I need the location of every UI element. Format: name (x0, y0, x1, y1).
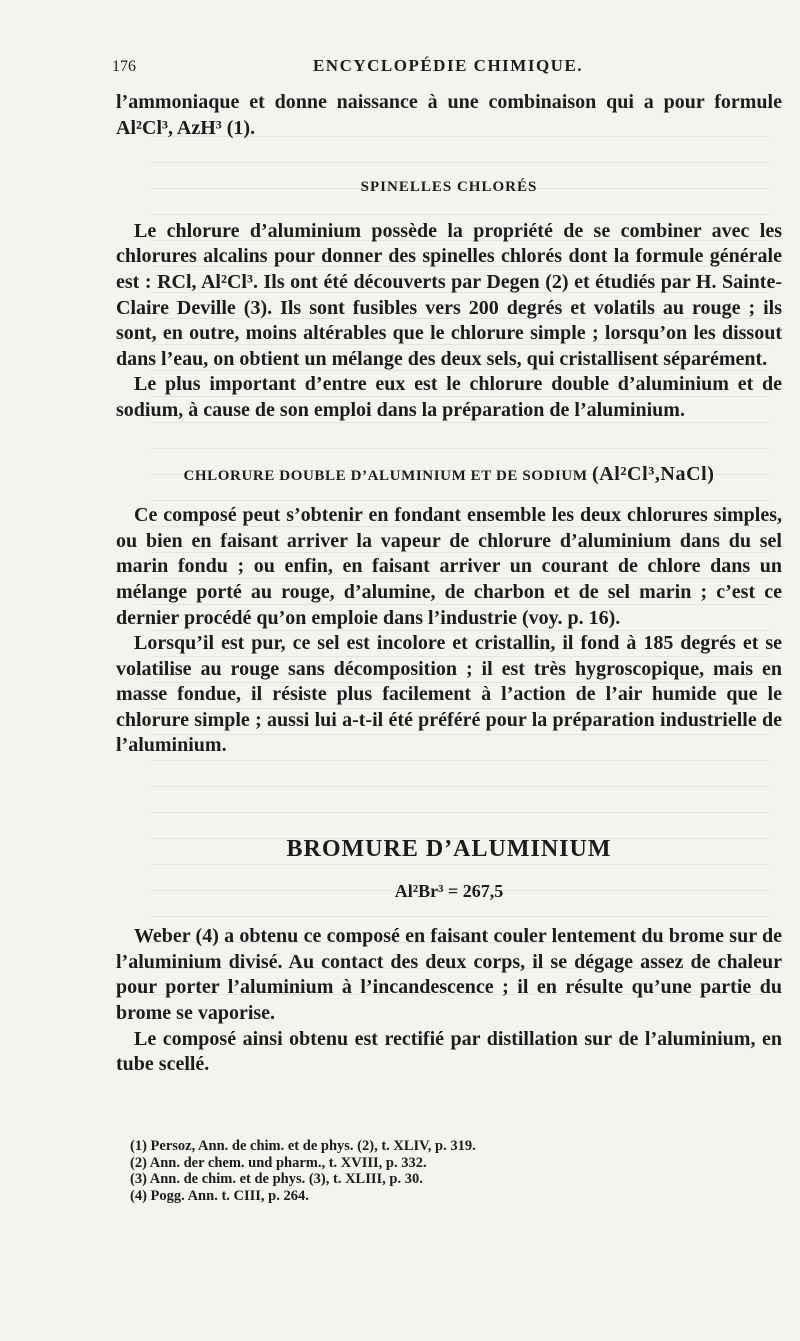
heading-spinelles: SPINELLES CHLORÉS (360, 179, 538, 196)
heading-chlorure-double (116, 462, 782, 490)
paragraph-5: Lorsqu’il est pur, ce sel est incolore et cristallin, il fond à 185 degrés et se volatilise au rouge sans décomposition ; il est très hygroscopique, mais en masse fondue, il résiste plus facilement à l’action de l’air humide que le chlorure simple ; aussi lui a-t-il été préféré pour la préparation industrielle de l’aluminium. (116, 632, 782, 757)
page-number: 176 (112, 58, 136, 75)
footnote-2: (2) Ann. der chem. und pharm., t. XVIII, p. 332. (130, 1154, 427, 1171)
formula-bromure: Al²Br³ = 267,5 (394, 880, 504, 901)
paragraph-6: Weber (4) a obtenu ce composé en faisant couler lentement du brome sur de l’aluminium divisé. Au contact des deux corps, il se dégage assez de chaleur pour porter l’aluminium à l’incandescence ; il en résulte qu’une partie du brome se vaporise. (116, 925, 782, 1025)
heading-chlorure-double-formula: (Al²Cl³,NaCl) (591, 462, 715, 485)
footnote-4: (4) Pogg. Ann. t. CIII, p. 264. (130, 1187, 309, 1204)
body-text (116, 90, 782, 1078)
paragraph-4: Ce composé peut s’obtenir en fondant ensemble les deux chlorures simples, ou bien en faisant arriver la vapeur de chlorure d’aluminium dans du sel marin fondu ; ou enfin, en faisant arriver un courant de chlore dans un mélange porté au rouge, d’alumine, de charbon et de sel marin ; c’est ce dernier procédé qu’on emploie dans l’industrie (voy. p. 16). (116, 504, 782, 629)
running-title: ENCYCLOPÉDIE CHIMIQUE. (312, 56, 584, 75)
paragraph-7: Le composé ainsi obtenu est rectifié par distillation sur de l’aluminium, en tube scellé. (116, 1027, 782, 1076)
paragraph-3: Le plus important d’entre eux est le chlorure double d’aluminium et de sodium, à cause de son emploi dans la préparation de l’aluminium. (116, 373, 782, 421)
footnotes (130, 1138, 770, 1204)
page-header (112, 52, 784, 82)
heading-chlorure-double-text: CHLORURE DOUBLE D’ALUMINIUM ET DE SODIUM (183, 467, 588, 484)
paragraph-2: Le chlorure d’aluminium possède la propriété de se combiner avec les chlorures alcalins pour donner des spinelles chlorés dont la formule générale est : RCl, Al²Cl³. Ils ont été découverts par Degen (2) et étudiés par H. Sainte-Claire Deville (3). Ils sont fusibles vers 200 degrés et volatils au rouge ; ils sont, en outre, moins altérables que le chlorure simple ; lorsqu’on les dissout dans l’eau, on obtient un mélange des deux sels, qui cristallisent séparément. (116, 219, 782, 370)
footnote-3: (3) Ann. de chim. et de phys. (3), t. XLIII, p. 30. (130, 1171, 423, 1188)
footnote-1: (1) Persoz, Ann. de chim. et de phys. (2), t. XLIV, p. 319. (130, 1138, 476, 1154)
paragraph-1: l’ammoniaque et donne naissance à une combinaison qui a pour formule Al²Cl³, AzH³ (1). (116, 91, 782, 139)
heading-bromure: BROMURE D’ALUMINIUM (286, 836, 612, 863)
